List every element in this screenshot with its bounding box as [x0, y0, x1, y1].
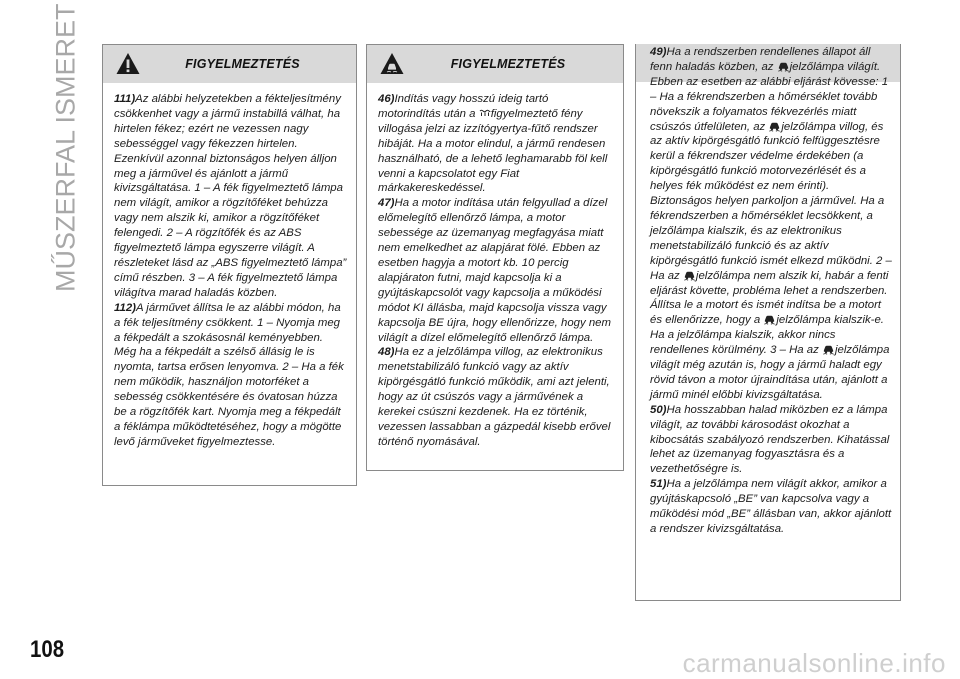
stability-control-icon — [763, 313, 776, 325]
warning-box-header — [367, 45, 623, 83]
paragraph-48: 48)Ha ez a jelzőlámpa villog, az elektronikus menetstabilizáló funkció vagy az aktív kipörgésgátló funkció működik, ami azt jelenti, hogy az út csúszós vagy a járművének a kerekei csúszni kezdenek. Ha ez történik, vezessen lassabban a gázpedál kisebb erővel történő nyomásával. — [378, 346, 611, 448]
warning-box-left — [102, 44, 357, 486]
watermark: carmanualsonline.info — [682, 648, 946, 678]
warning-box-header — [103, 45, 356, 83]
stability-control-icon — [777, 60, 790, 72]
warning-body — [367, 83, 623, 456]
stability-control-icon — [768, 120, 781, 132]
warning-box-right — [635, 44, 901, 601]
warning-triangle-icon — [115, 51, 141, 77]
paragraph-50: 50)Ha hosszabban halad miközben ez a lámpa világít, az további károsodást okozhat a kibocsátás szabályozó rendszerben. Kihatással lehet az üzemanyag fogyasztásra és a vezethetőségre is. — [650, 403, 890, 476]
car-skid-icon — [379, 51, 405, 77]
warning-body — [636, 44, 900, 543]
stability-control-icon — [683, 269, 696, 281]
warning-title: FIGYELMEZTETÉS — [450, 57, 566, 71]
stability-control-icon — [822, 343, 835, 355]
glow-plug-icon — [479, 109, 491, 117]
page-number: 108 — [30, 636, 65, 663]
chapter-side-title: MŰSZERFAL ISMERET — [50, 3, 81, 292]
warning-body — [103, 83, 356, 456]
warning-box-middle — [366, 44, 624, 471]
warning-title: FIGYELMEZTETÉS — [185, 57, 300, 71]
paragraph-47: 47)Ha a motor indítása után felgyullad a dízel előmelegítő ellenőrző lámpa, a motor sebessége az üzemanyag megfagyása miatt nem emelkedhet az alapjárat fölé. Ebben az esetben hagyja a motort kb. 10 percig alapjáraton futni, majd kapcsolja ki a gyújtáskapcsolót vagy kapcsolja a működési módot KI állásba, majd kapcsolja vissza vagy kapcsolja BE újra, hogy ellenőrizze, hogy nem világít a dízel előmelegítő ellenőrző lámpa. — [378, 197, 612, 344]
paragraph-49: 49)Ha a rendszerben rendellenes állapot áll fenn haladás közben, az jelzőlámpa világít. Ebben az esetben az alábbi eljárást kövesse: 1 – Ha a fékrendszerben a hőmérséklet tovább növekszik a folyamatos fékvezérlés miatt csúszós útfelületen, az jelzőlámpa villog, és az aktív kipörgésgátló funkció felfüggesztésre kerül a fékrendszer védelme érdekében (a kipörgésgátló funkció motorvezérlését és a helyes fék működést ez nem érinti). Biztonságos helyen parkoljon a járművel. Ha a fékrendszerben a hőmérséklet lecsökkent, a jelzőlámpa kialszik, és az elektronikus menetstabilizáló funkció és az aktív kipörgésgátló funkció ismét elkezd működni. 2 – Ha az jelzőlámpa nem alszik ki, habár a fenti eljárást követte, probléma lehet a rendszerben. Állítsa le a motort és ismét indítsa be a motort és ellenőrizze, hogy a jelzőlámpa kialszik-e. Ha a jelzőlámpa kialszik, akkor nincs rendellenes körülmény. 3 – Ha az jelzőlámpa világít még azután is, hogy a jármű haladt egy rövid távon a motor újraindítása után, ajánlott a jármű minél előbbi kivizsgáltatása. — [650, 46, 892, 401]
paragraph-46: 46)Indítás vagy hosszú ideig tartó motorindítás után a figyelmeztető fény villogása jelzi az izzítógyertya-fűtő rendszer hibáját. Ha a motor elindul, a jármű rendesen használható, de a lehető leghamarabb föl kell venni a kapcsolatot egy Fiat márkakereskedéssel. — [378, 93, 608, 195]
paragraph-112: 112)A járművet állítsa le az alábbi módon, ha a fék teljesítmény csökkent. 1 – Nyomja meg a fékpedált a szokásosnál keményebben. Még ha a fékpedált a szélső állásig le is nyomta, tartsa erősen lenyomva. 2 – Ha a fék nem működik, használjon motorféket a sebesség csökkentésére és óvatosan húzza be a rögzítőfék kart. Nyomja meg a fékpedált a féklámpa működtetéséhez, hogy a mögötte levő járműveket figyelmeztesse. — [114, 301, 344, 448]
paragraph-51: 51)Ha a jelzőlámpa nem világít akkor, amikor a gyújtáskapcsoló „BE” van kapcsolva vagy a működési mód „BE” állásban van, akkor ajánlott a rendszer kivizsgáltatása. — [650, 478, 892, 535]
paragraph-111: 111)Az alábbi helyzetekben a fékteljesítmény csökkenhet vagy a jármű instabillá válhat, ha hirtelen fékez; ezért ne vezessen nagy sebességgel vagy fékezzen hirtelen. Ezenkívül azonnal biztonságos helyen álljon meg a járművel és ajánlott a jármű kivizsgáltatása. 1 – A fék figyelmeztető lámpa nem világít, amikor a rögzítőféket behúzza vagy nem alszik ki, amikor a rögzítőféket felengedi. 2 – A rögzítőfék és az ABS figyelmeztető lámpa egyszerre világít. A részleteket lásd az „ABS figyelmeztető lámpa” című részben. 3 – A fék figyelmeztető lámpa világítva marad haladás közben. — [114, 93, 347, 299]
